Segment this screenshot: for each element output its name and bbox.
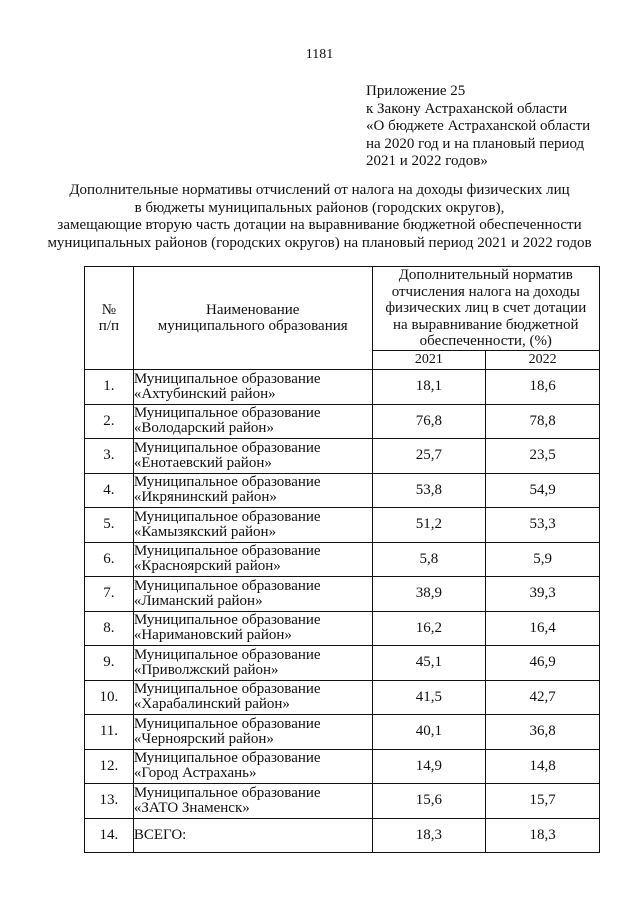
header-text: муниципального образования <box>157 318 348 334</box>
page-number: 1181 <box>305 47 334 62</box>
value-2021: 38,9 <box>372 577 486 612</box>
municipality-name-line: Муниципальное образование <box>133 474 321 491</box>
municipality-name <box>133 749 372 784</box>
value-2022: 18,3 <box>486 818 600 853</box>
municipality-name-line: «Володарский район» <box>133 420 274 437</box>
municipality-name-line: Муниципальное образование <box>133 646 321 663</box>
header-text: на выравнивание бюджетной <box>393 316 579 333</box>
municipality-name <box>133 611 372 646</box>
header-text: № <box>101 301 117 318</box>
municipality-name-line: ВСЕГО: <box>133 826 187 843</box>
row-number: 8. <box>85 611 134 646</box>
row-number: 12. <box>85 749 134 784</box>
municipality-name <box>133 439 372 474</box>
table-row <box>85 680 600 715</box>
value-2021: 40,1 <box>372 715 486 750</box>
value-2022: 5,9 <box>486 542 600 577</box>
norms-table <box>84 266 600 853</box>
value-2021: 25,7 <box>372 439 486 474</box>
header-text: Дополнительный норматив <box>398 267 573 284</box>
municipality-name-line: Муниципальное образование <box>133 784 321 801</box>
municipality-name-line: «Камызякский район» <box>133 523 277 540</box>
table-row <box>85 542 600 577</box>
table-row <box>85 577 600 612</box>
table-row <box>85 404 600 439</box>
municipality-name-line: «Приволжский район» <box>133 661 279 678</box>
header-year-2021: 2021 <box>372 351 486 370</box>
value-2022: 39,3 <box>486 577 600 612</box>
value-2022: 36,8 <box>486 715 600 750</box>
header-year-2022: 2022 <box>486 351 600 370</box>
row-number: 9. <box>85 646 134 681</box>
value-2021: 45,1 <box>372 646 486 681</box>
row-number: 11. <box>85 715 134 750</box>
header-text: отчисления налога на доходы <box>391 283 580 300</box>
table-row <box>85 370 600 405</box>
municipality-name <box>133 646 372 681</box>
table-row <box>85 749 600 784</box>
municipality-name <box>133 542 372 577</box>
header-name <box>133 267 372 370</box>
municipality-name-line: Муниципальное образование <box>133 612 321 629</box>
municipality-name-line: Муниципальное образование <box>133 405 321 422</box>
value-2021: 41,5 <box>372 680 486 715</box>
table-row <box>85 784 600 819</box>
document-title <box>0 182 639 252</box>
value-2022: 54,9 <box>486 473 600 508</box>
value-2021: 14,9 <box>372 749 486 784</box>
municipality-name-line: «Город Астрахань» <box>133 765 257 782</box>
table-row <box>85 508 600 543</box>
municipality-name-line: Муниципальное образование <box>133 508 321 525</box>
header-text: обеспеченности, (%) <box>419 333 552 350</box>
row-number: 1. <box>85 370 134 405</box>
header-text: п/п <box>98 318 120 334</box>
value-2021: 18,3 <box>372 818 486 853</box>
municipality-name <box>133 680 372 715</box>
row-number: 4. <box>85 473 134 508</box>
value-2021: 51,2 <box>372 508 486 543</box>
municipality-name-line: «Черноярский район» <box>133 730 274 747</box>
header-number <box>85 267 134 370</box>
row-number: 2. <box>85 404 134 439</box>
municipality-name-line: «Красноярский район» <box>133 558 281 575</box>
municipality-name-line: Муниципальное образование <box>133 543 321 560</box>
value-2021: 16,2 <box>372 611 486 646</box>
municipality-name-line: «ЗАТО Знаменск» <box>133 799 250 816</box>
row-number: 5. <box>85 508 134 543</box>
title-line: муниципальных районов (городских округов) на плановый период 2021 и 2022 годов <box>47 234 592 251</box>
title-line: Дополнительные нормативы отчислений от налога на доходы физических лиц <box>69 182 570 198</box>
municipality-name-line: Муниципальное образование <box>133 577 321 594</box>
municipality-name-line: «Лиманский район» <box>133 592 263 609</box>
municipality-name-line: Муниципальное образование <box>133 681 321 698</box>
value-2022: 46,9 <box>486 646 600 681</box>
value-2021: 18,1 <box>372 370 486 405</box>
title-line: в бюджеты муниципальных районов (городских округов), <box>134 199 505 216</box>
municipality-name-line: «Харабалинский район» <box>133 696 290 713</box>
title-line: замещающие вторую часть дотации на выравнивание бюджетной обеспеченности <box>57 217 582 233</box>
appendix-header <box>366 83 590 171</box>
header-normative <box>372 267 599 351</box>
municipality-name <box>133 370 372 405</box>
appendix-line: «О бюджете Астраханской области <box>366 118 591 134</box>
municipality-name <box>133 715 372 750</box>
table-row <box>85 646 600 681</box>
row-number: 14. <box>85 818 134 853</box>
table-row <box>85 611 600 646</box>
municipality-name-line: Муниципальное образование <box>133 715 321 732</box>
value-2022: 53,3 <box>486 508 600 543</box>
table-row <box>85 473 600 508</box>
value-2022: 42,7 <box>486 680 600 715</box>
municipality-name <box>133 404 372 439</box>
municipality-name <box>133 818 372 853</box>
value-2022: 14,8 <box>486 749 600 784</box>
municipality-name <box>133 508 372 543</box>
table-row <box>85 818 600 853</box>
municipality-name-line: «Ахтубинский район» <box>133 385 276 402</box>
row-number: 6. <box>85 542 134 577</box>
municipality-name-line: Муниципальное образование <box>133 370 321 387</box>
appendix-line: на 2020 год и на плановый период <box>366 135 585 152</box>
municipality-name-line: «Наримановский район» <box>133 627 292 644</box>
municipality-name-line: Муниципальное образование <box>133 439 321 456</box>
value-2021: 53,8 <box>372 473 486 508</box>
header-text: Наименование <box>205 301 300 318</box>
value-2021: 5,8 <box>372 542 486 577</box>
value-2021: 76,8 <box>372 404 486 439</box>
municipality-name-line: «Икрянинский район» <box>133 489 277 506</box>
table-row <box>85 439 600 474</box>
value-2021: 15,6 <box>372 784 486 819</box>
appendix-line: к Закону Астраханской области <box>366 100 568 117</box>
appendix-line: 2021 и 2022 годов» <box>366 153 488 169</box>
value-2022: 78,8 <box>486 404 600 439</box>
row-number: 10. <box>85 680 134 715</box>
municipality-name-line: «Енотаевский район» <box>133 454 272 471</box>
municipality-name <box>133 473 372 508</box>
row-number: 7. <box>85 577 134 612</box>
municipality-name <box>133 784 372 819</box>
municipality-name <box>133 577 372 612</box>
table-row <box>85 715 600 750</box>
header-text: физических лиц в счет дотации <box>385 300 587 317</box>
appendix-line: Приложение 25 <box>366 83 466 99</box>
row-number: 13. <box>85 784 134 819</box>
value-2022: 16,4 <box>486 611 600 646</box>
value-2022: 15,7 <box>486 784 600 819</box>
value-2022: 23,5 <box>486 439 600 474</box>
row-number: 3. <box>85 439 134 474</box>
municipality-name-line: Муниципальное образование <box>133 750 321 767</box>
value-2022: 18,6 <box>486 370 600 405</box>
